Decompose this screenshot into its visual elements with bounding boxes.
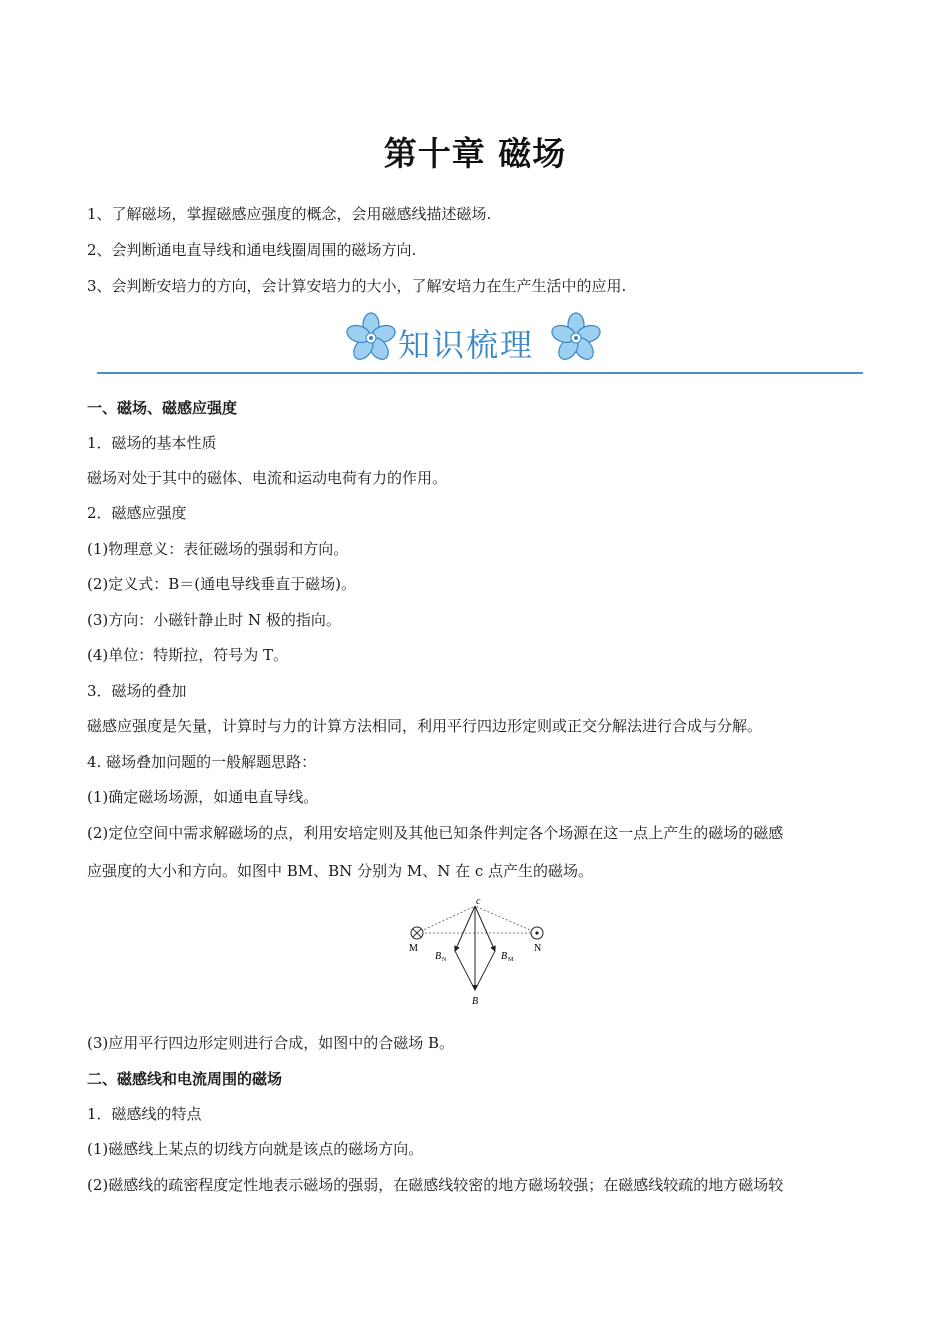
- paragraph: 磁感应强度是矢量，计算时与力的计算方法相同，利用平行四边形定则或正交分解法进行合成与分解。: [87, 717, 763, 735]
- parallelogram-side: [475, 951, 495, 990]
- dashed-line-mc: [417, 906, 475, 933]
- paragraph: (2)定位空间中需求解磁场的点，利用安培定则及其他已知条件判定各个场源在这一点上产生的磁场的磁感: [87, 824, 784, 842]
- objective-2: 2、会判断通电直导线和通电线圈周围的磁场方向.: [87, 241, 417, 259]
- banner-title: 知识梳理: [398, 326, 535, 364]
- paragraph: (1)物理意义：表征磁场的强弱和方向。: [87, 540, 349, 558]
- paragraph: (3)方向：小磁针静止时 N 极的指向。: [87, 611, 341, 629]
- vector-bm: [475, 906, 495, 951]
- flower-icon: [345, 312, 397, 364]
- paragraph: 2．磁感应强度: [87, 504, 187, 522]
- page-title: 第十章 磁场: [383, 134, 567, 173]
- label-bm: B: [501, 951, 508, 962]
- flower-icon: [550, 312, 602, 364]
- label-c: c: [476, 896, 481, 907]
- knowledge-banner: [345, 312, 605, 372]
- paragraph: 1．磁感线的特点: [87, 1105, 202, 1123]
- objective-3: 3、会判断安培力的方向，会计算安培力的大小，了解安培力在生产生活中的应用.: [87, 277, 627, 295]
- paragraph: (2)磁感线的疏密程度定性地表示磁场的强弱，在磁感线较密的地方磁场较强；在磁感线较疏的地方磁场较: [87, 1176, 784, 1194]
- label-bn: B: [435, 951, 442, 962]
- dashed-line-nc: [475, 906, 537, 933]
- section-divider: [97, 372, 863, 374]
- paragraph: (3)应用平行四边形定则进行合成，如图中的合磁场 B。: [87, 1034, 455, 1052]
- vector-bn: [455, 906, 475, 951]
- parallelogram-side: [455, 951, 475, 990]
- paragraph: (2)定义式：B＝(通电导线垂直于磁场)。: [87, 575, 356, 593]
- label-b: B: [472, 996, 479, 1007]
- label-bn-subscript: N: [442, 957, 447, 963]
- section1-heading: 一、磁场、磁感应强度: [87, 399, 238, 417]
- paragraph: (1)磁感线上某点的切线方向就是该点的磁场方向。: [87, 1140, 424, 1158]
- objective-1: 1、了解磁场，掌握磁感应强度的概念，会用磁感线描述磁场.: [87, 205, 492, 223]
- section2-heading: 二、磁感线和电流周围的磁场: [87, 1070, 283, 1088]
- paragraph: 磁场对处于其中的磁体、电流和运动电荷有力的作用。: [87, 469, 448, 487]
- paragraph: 1．磁场的基本性质: [87, 434, 217, 452]
- paragraph: 应强度的大小和方向。如图中 BM、BN 分别为 M、N 在 c 点产生的磁场。: [87, 862, 594, 880]
- paragraph: 3．磁场的叠加: [87, 682, 187, 700]
- magnetic-field-superposition-diagram: [400, 893, 550, 1008]
- label-bm-subscript: M: [508, 957, 514, 963]
- current-into-page-icon: [411, 927, 423, 939]
- label-m: M: [409, 943, 418, 954]
- paragraph: 4. 磁场叠加问题的一般解题思路：: [87, 753, 317, 771]
- label-n: N: [534, 943, 542, 954]
- paragraph: (4)单位：特斯拉，符号为 T。: [87, 646, 289, 664]
- current-out-of-page-icon: [531, 927, 543, 939]
- paragraph: (1)确定磁场场源，如通电直导线。: [87, 788, 319, 806]
